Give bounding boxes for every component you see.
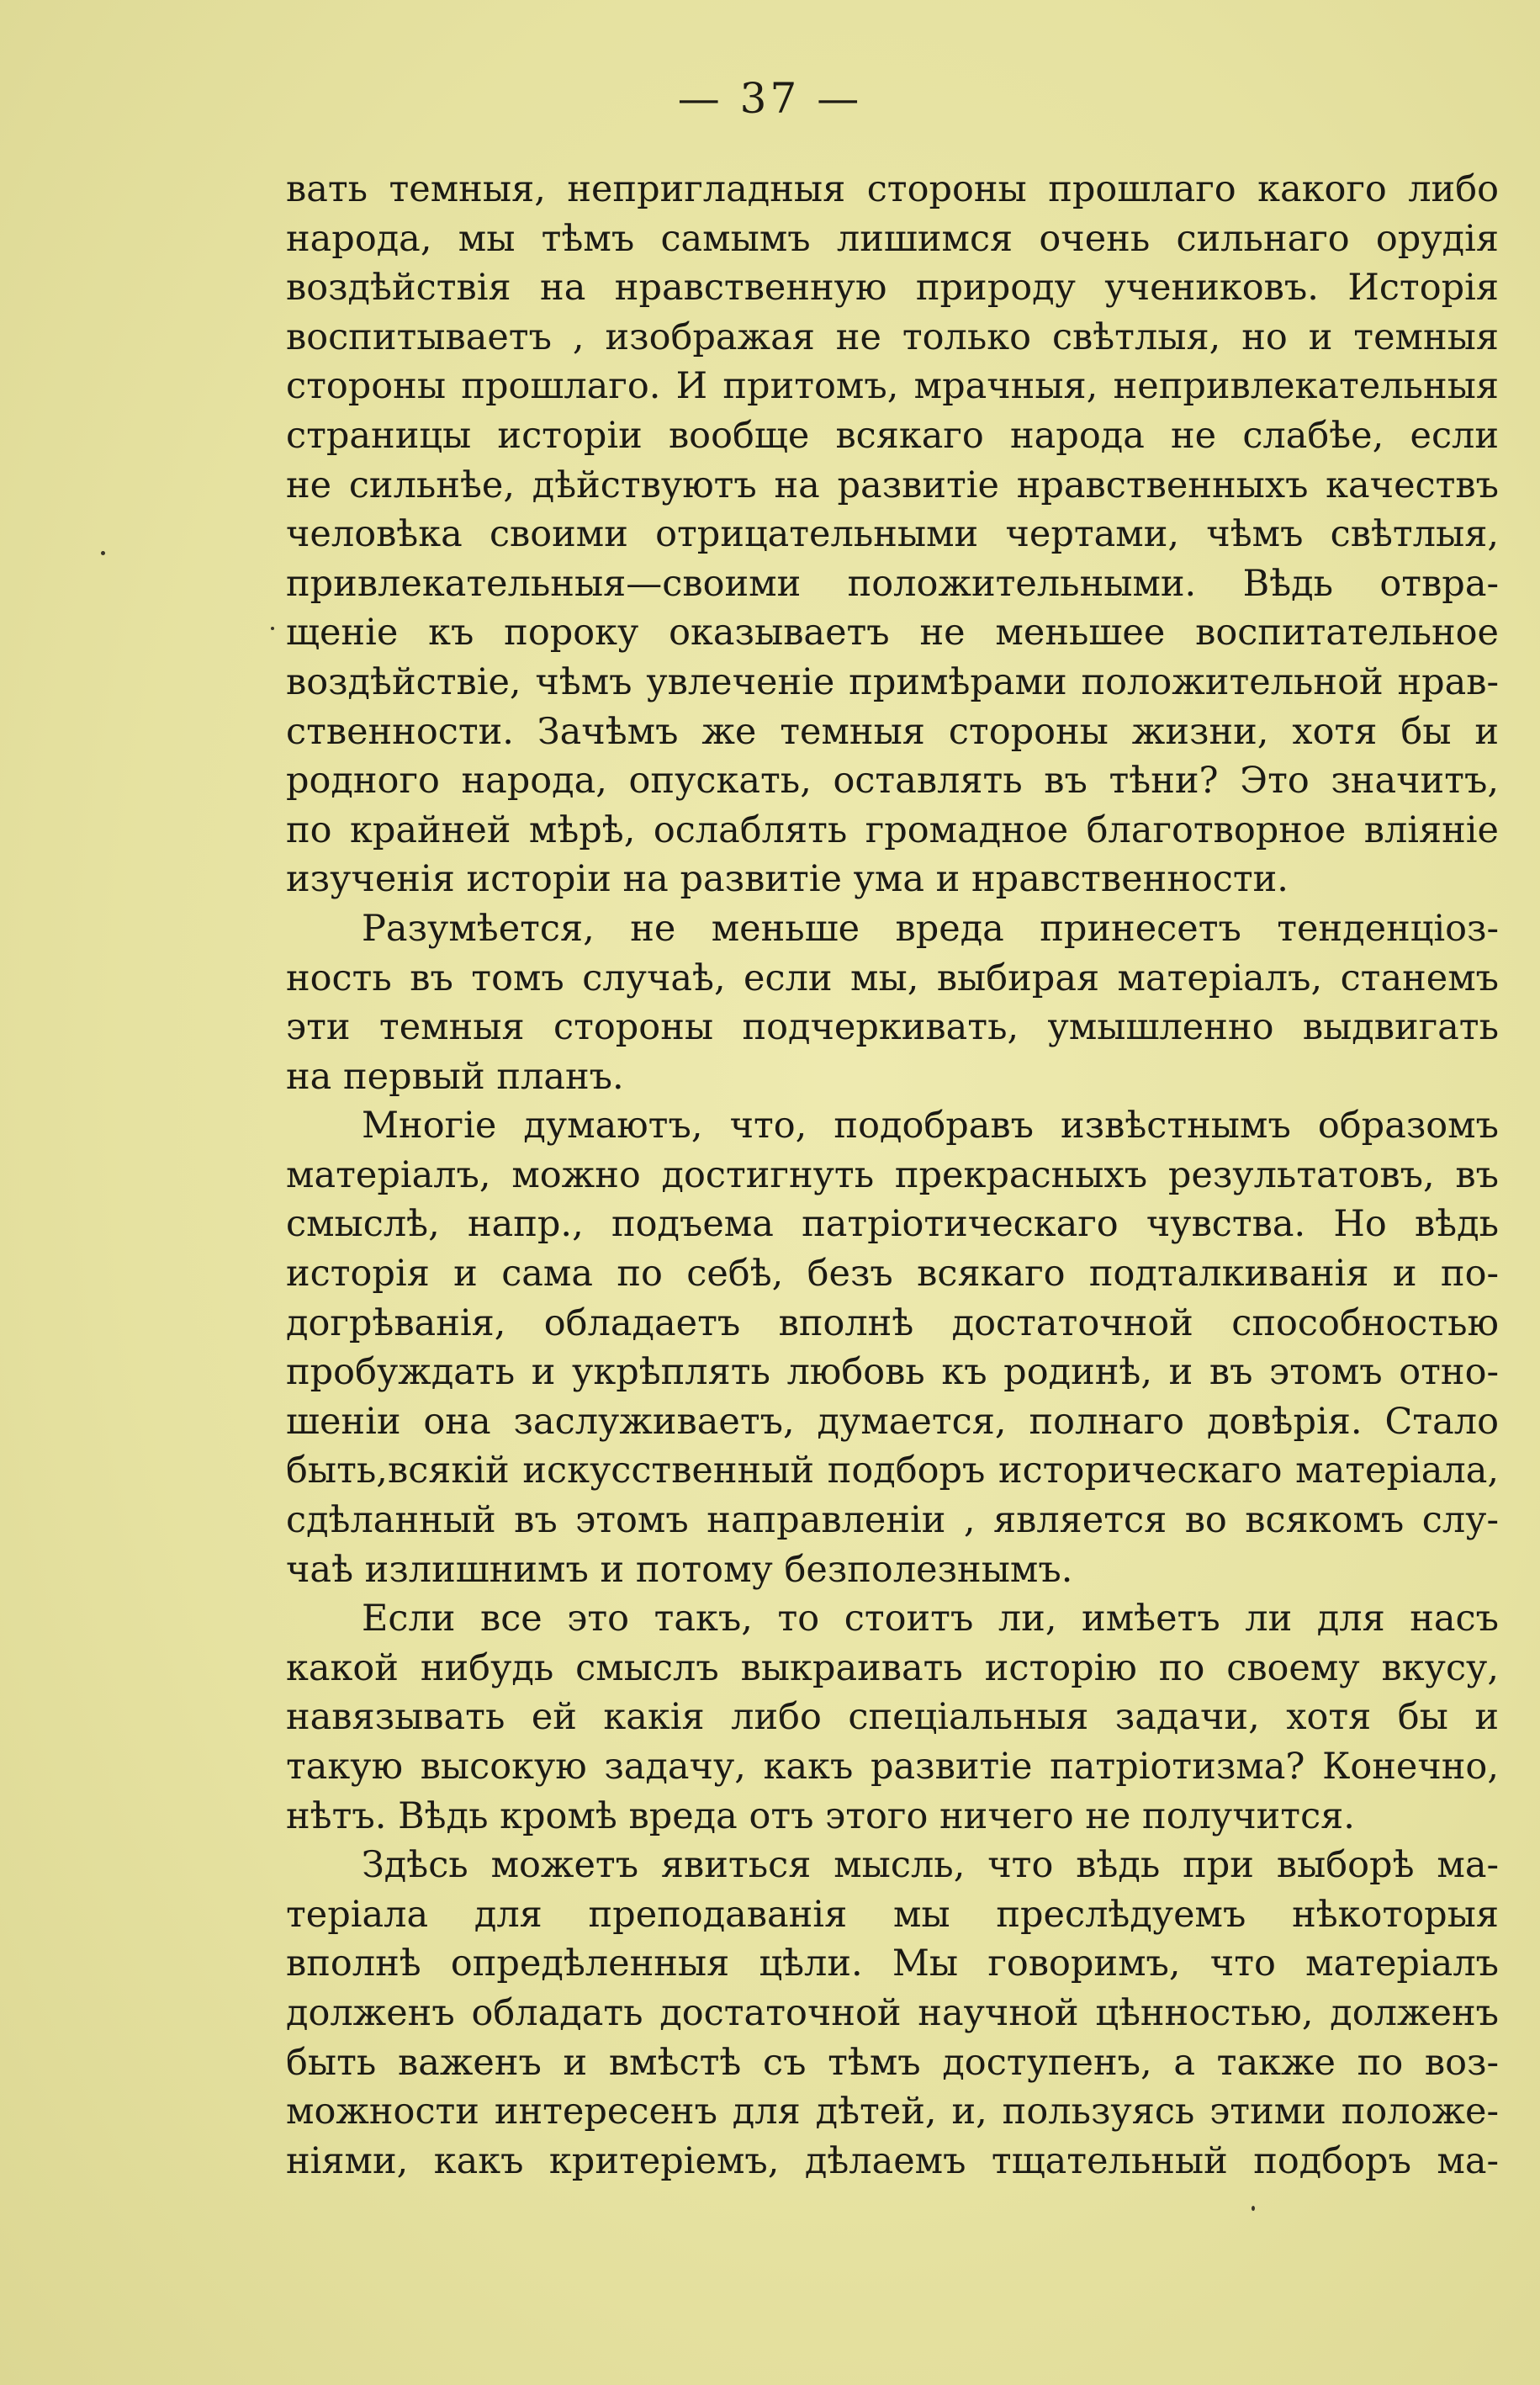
text-line: вполнѣ опредѣленныя цѣли. Мы говоримъ, что матеріалъ: [286, 1942, 1499, 1985]
body-text: [286, 165, 1499, 2186]
text-line: родного народа, опускать, оставлять въ тѣни? Это значитъ,: [286, 760, 1499, 803]
paragraph-1: [286, 165, 1499, 904]
text-line: смыслѣ, напр., подъема патріотическаго чувства. Но вѣдь: [286, 1203, 1499, 1246]
text-line: быть,всякій искусственный подборъ историческаго матеріала,: [286, 1450, 1499, 1492]
text-line: щеніе къ пороку оказываетъ не меньшее воспитательное: [286, 612, 1499, 655]
text-line: по крайней мѣрѣ, ослаблять громадное благотворное вліяніе: [286, 808, 1499, 851]
text-line: Если все это такъ, то стоитъ ли, имѣетъ ли для насъ: [362, 1598, 1499, 1640]
text-line: привлекательныя—своими положительными. Вѣдь отвра-: [286, 562, 1499, 605]
paragraph-3: [286, 1101, 1499, 1594]
text-line: долженъ обладать достаточной научной цѣнностью, долженъ: [286, 1991, 1499, 2034]
text-line: догрѣванія, обладаетъ вполнѣ достаточной способностью: [286, 1301, 1499, 1344]
text-line: не сильнѣе, дѣйствуютъ на развитіе нравственныхъ качествъ: [286, 464, 1499, 506]
text-line: чаѣ излишнимъ и потому безполезнымъ.: [286, 1548, 1073, 1591]
text-line: можности интересенъ для дѣтей, и, пользуясь этими положе-: [286, 2091, 1499, 2133]
text-line: воздѣйствія на нравственную природу учениковъ. Исторія: [286, 267, 1499, 310]
text-line: какой нибудь смыслъ выкраивать исторію по своему вкусу,: [286, 1646, 1499, 1689]
text-line: ность въ томъ случаѣ, если мы, выбирая матеріалъ, станемъ: [286, 957, 1499, 999]
text-line: ственности. Зачѣмъ же темныя стороны жизни, хотя бы и: [286, 710, 1499, 753]
text-line: ніями, какъ критеріемъ, дѣлаемъ тщательный подборъ ма-: [286, 2139, 1499, 2182]
text-line: теріала для преподаванія мы преслѣдуемъ нѣкоторыя: [286, 1893, 1499, 1936]
text-line: изученія исторіи на развитіе ума и нравственности.: [286, 858, 1289, 901]
text-line: Многіе думаютъ, что, подобравъ извѣстнымъ образомъ: [362, 1105, 1499, 1147]
text-line: человѣка своими отрицательными чертами, чѣмъ свѣтлыя,: [286, 513, 1499, 556]
text-line: сдѣланный въ этомъ направленіи , является во всякомъ слу-: [286, 1499, 1499, 1542]
text-line: матеріалъ, можно достигнуть прекрасныхъ результатовъ, въ: [286, 1153, 1499, 1196]
text-line: воспитываетъ , изображая не только свѣтлыя, но и темныя: [286, 315, 1499, 358]
text-line: эти темныя стороны подчеркивать, умышленно выдвигать: [286, 1006, 1499, 1049]
paragraph-2: [286, 904, 1499, 1101]
text-line: Разумѣется, не меньше вреда принесетъ тенденціоз-: [362, 907, 1499, 950]
text-line: нѣтъ. Вѣдь кромѣ вреда отъ этого ничего не получится.: [286, 1794, 1355, 1837]
paper-speck: [101, 551, 105, 555]
text-line: стороны прошлаго. И притомъ, мрачныя, непривлекательныя: [286, 365, 1499, 408]
text-line: Здѣсь можетъ явиться мысль, что вѣдь при выборѣ ма-: [362, 1844, 1499, 1887]
paper-speck: [1252, 2206, 1255, 2211]
paragraph-5: [286, 1841, 1499, 2186]
text-line: вать темныя, непригладныя стороны прошлаго какого либо: [286, 168, 1499, 210]
text-line: на первый планъ.: [286, 1055, 624, 1098]
text-line: навязывать ей какія либо спеціальныя задачи, хотя бы и: [286, 1696, 1499, 1739]
page-number: — 37 —: [677, 74, 863, 123]
paragraph-4: [286, 1594, 1499, 1841]
text-line: воздѣйствіе, чѣмъ увлеченіе примѣрами положительной нрав-: [286, 660, 1499, 703]
text-line: страницы исторіи вообще всякаго народа не слабѣе, если: [286, 414, 1499, 457]
text-line: быть важенъ и вмѣстѣ съ тѣмъ доступенъ, а также по воз-: [286, 2041, 1499, 2084]
text-line: народа, мы тѣмъ самымъ лишимся очень сильнаго орудія: [286, 217, 1499, 260]
text-line: такую высокую задачу, какъ развитіе патріотизма? Конечно,: [286, 1746, 1499, 1788]
text-line: шеніи она заслуживаетъ, думается, полнаго довѣрія. Стало: [286, 1400, 1499, 1443]
text-line: пробуждать и укрѣплять любовь къ родинѣ, и въ этомъ отно-: [286, 1351, 1499, 1394]
text-line: исторія и сама по себѣ, безъ всякаго подталкиванія и по-: [286, 1253, 1499, 1296]
paper-speck: [271, 627, 274, 630]
